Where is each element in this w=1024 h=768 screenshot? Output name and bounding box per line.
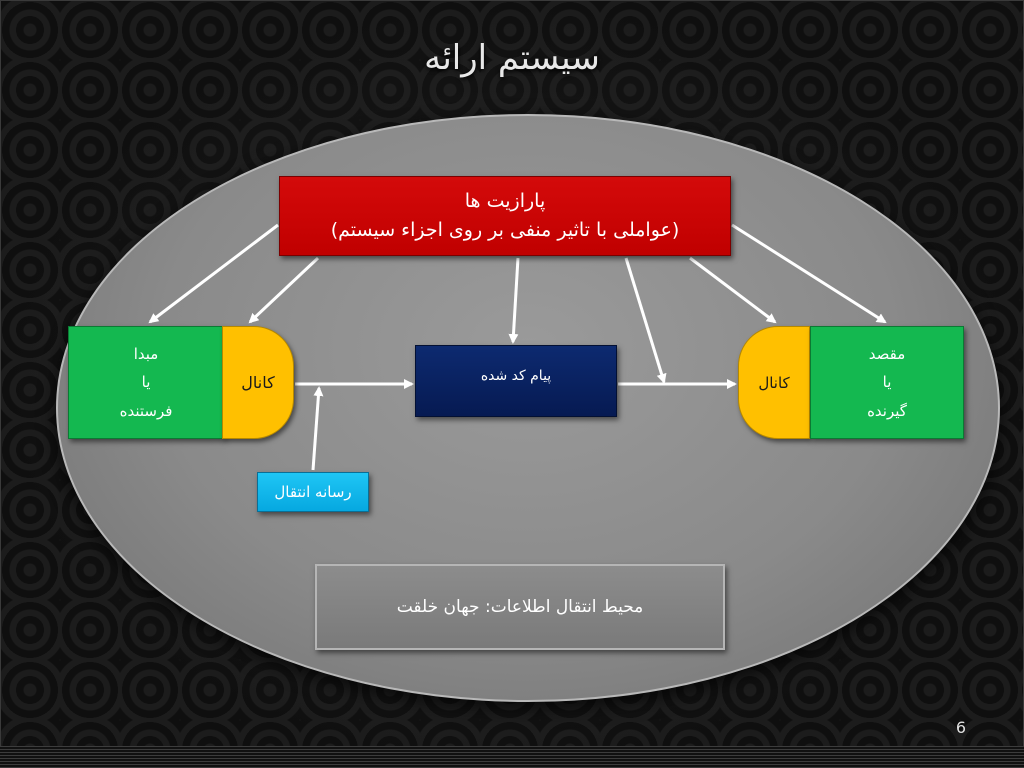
message-box <box>415 345 617 417</box>
channel-left-box <box>222 326 294 439</box>
arrow-parasite-to-source <box>150 225 278 322</box>
destination-line-1: مقصد <box>868 344 906 363</box>
medium-box <box>257 472 369 512</box>
message-label: پیام کد شده <box>480 368 552 384</box>
channel-right-box <box>738 326 810 439</box>
arrow-parasite-to-channel-right <box>690 258 775 322</box>
page-number: 6 <box>955 718 966 737</box>
destination-box <box>810 326 964 439</box>
parasite-title: پارازیت ها <box>464 189 546 212</box>
destination-line-2: یا <box>882 373 892 392</box>
parasite-box <box>279 176 731 256</box>
bottom-bar <box>0 746 1024 768</box>
source-line-3: فرستنده <box>119 401 173 420</box>
arrow-parasite-to-message <box>513 258 518 342</box>
parasite-subtitle: (عواملی با تاثیر منفی بر روی اجزاء سیستم) <box>330 219 680 241</box>
arrow-parasite-to-channel-left <box>250 258 318 322</box>
environment-box <box>315 564 725 650</box>
source-box <box>68 326 224 439</box>
slide-title: سیستم ارائه <box>424 38 600 78</box>
environment-label: محیط انتقال اطلاعات: جهان خلقت <box>396 597 644 617</box>
channel-left-label: کانال <box>241 373 275 392</box>
arrow-medium-to-link <box>313 388 319 470</box>
arrow-parasite-to-link <box>626 258 664 382</box>
channel-right-label: کانال <box>758 373 790 392</box>
medium-label: رسانه انتقال <box>274 483 352 501</box>
source-line-2: یا <box>141 373 151 392</box>
destination-line-3: گیرنده <box>867 401 907 420</box>
source-line-1: مبدا <box>133 344 159 363</box>
